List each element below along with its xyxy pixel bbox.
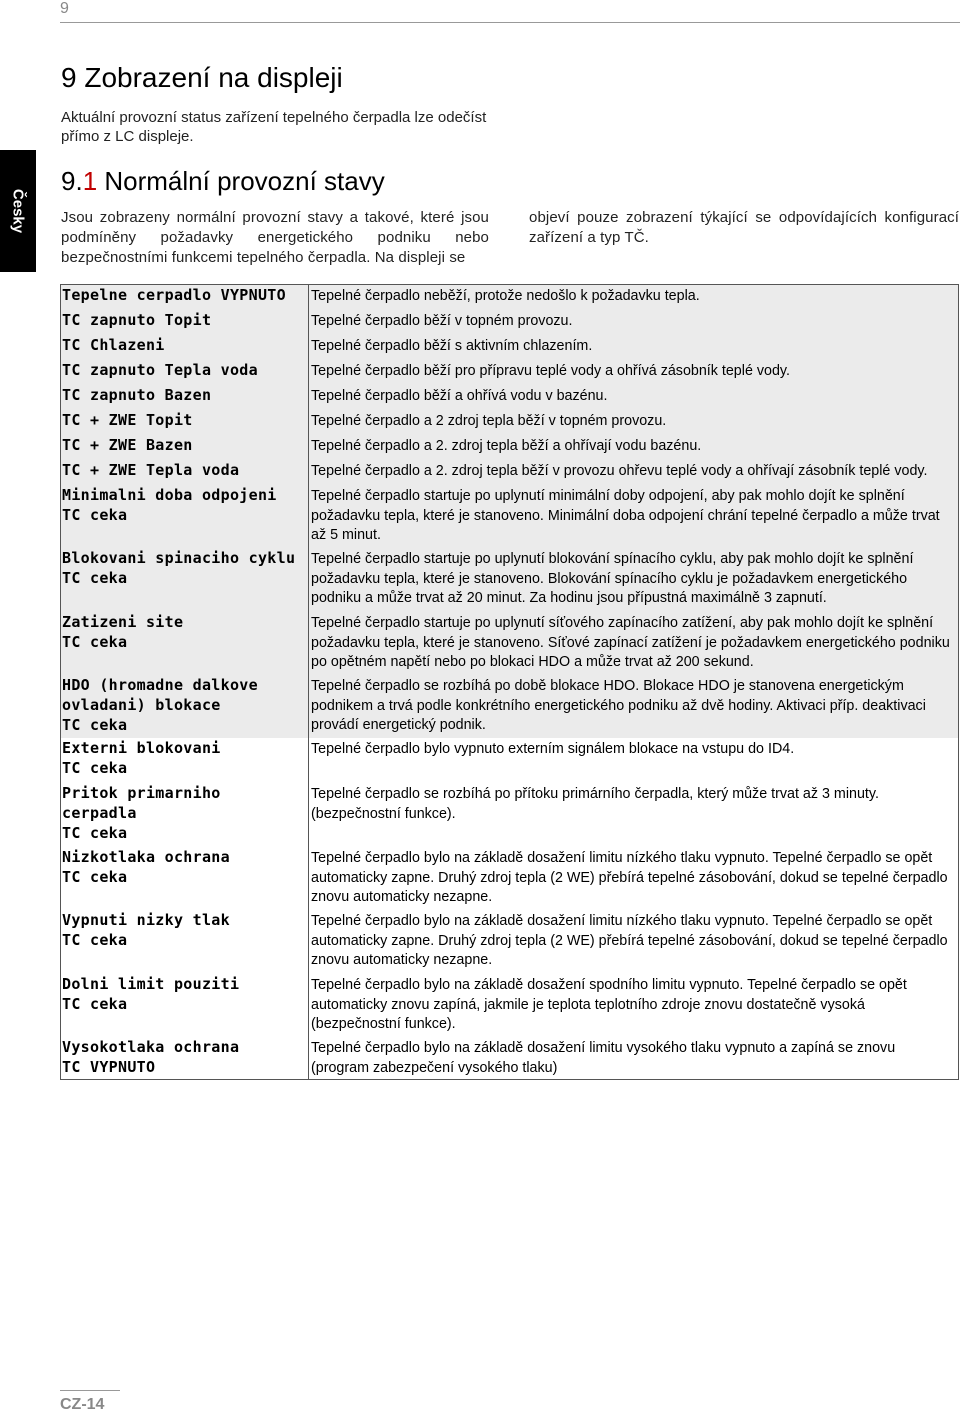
status-description: Tepelné čerpadlo startuje po uplynutí minimální doby odpojení, aby pak mohlo dojít ke splnění požadavku tepla, které je stanoveno. Minimální doba odpojení chrání tepelné čerpadlo a může trvat až 5 minut. xyxy=(311,488,940,544)
status-description: Tepelné čerpadlo bylo vypnuto externím signálem blokace na vstupu do ID4. xyxy=(311,741,795,757)
table-row xyxy=(61,612,958,675)
status-description: Tepelné čerpadlo a 2. zdroj tepla běží v provozu ohřevu teplé vody a ohřívají zásobník teplé vody. xyxy=(311,463,928,479)
table-row xyxy=(61,435,958,460)
table-row xyxy=(61,285,958,310)
table-row xyxy=(61,675,958,738)
display-message: Blokovani spinaciho cyklu TC ceka xyxy=(62,549,296,587)
display-message: Pritok primarniho cerpadla TC ceka xyxy=(62,784,221,842)
status-description: Tepelné čerpadlo bylo na základě dosažení spodního limitu vypnuto. Tepelné čerpadlo se opět automaticky znovu zapíná, jakmile je teplota teplotního zdroje znovu dostatečně vysoká (bezpečnostní funkce). xyxy=(311,977,907,1033)
status-description: Tepelné čerpadlo startuje po uplynutí blokování spínacího cyklu, aby pak mohlo dojít ke splnění požadavku tepla, které je stanoveno. Blokování spínacího cyklu je požadavkem energetického podniku a může trvat až 20 minut. Za hodinu jsou přípustná maximálně 3 zapnutí. xyxy=(311,551,914,607)
section-intro: Aktuální provozní status zařízení tepelného čerpadla lze odečíst přímo z LC displeje. xyxy=(61,109,487,145)
table-row xyxy=(61,847,958,910)
section-title: 9 Zobrazení na displeji xyxy=(61,62,343,93)
display-message: Externi blokovani TC ceka xyxy=(62,739,221,777)
subsection-text-left: Jsou zobrazeny normální provozní stavy a takové, které jsou podmíněny požadavky energetického podniku nebo bezpečnostními funkcemi tepelného čerpadla. Na displeji se xyxy=(61,209,489,266)
language-label: Česky xyxy=(9,188,27,234)
display-message: TC zapnuto Topit xyxy=(62,311,212,329)
table-row xyxy=(61,548,958,612)
display-message: TC + ZWE Tepla voda xyxy=(62,461,240,479)
table-row xyxy=(61,738,958,783)
table-row xyxy=(61,460,958,485)
subsection-number: 9. xyxy=(61,166,83,196)
subsection-number-highlight: 1 xyxy=(82,166,98,196)
status-description: Tepelné čerpadlo běží pro přípravu teplé vody a ohřívá zásobník teplé vody. xyxy=(311,363,790,379)
subsection-title-text: Normální provozní stavy xyxy=(97,166,385,196)
display-message: TC Chlazeni xyxy=(62,336,165,354)
status-description: Tepelné čerpadlo bylo na základě dosažení limitu vysokého tlaku vypnuto a zapíná se znovu (program zabezpečení vysokého tlaku) xyxy=(311,1040,896,1076)
display-message: Tepelne cerpadlo VYPNUTO xyxy=(62,286,286,304)
display-message: Vypnuti nizky tlak TC ceka xyxy=(62,911,230,949)
display-message: TC + ZWE Bazen xyxy=(62,436,193,454)
display-message: TC zapnuto Tepla voda xyxy=(62,361,258,379)
status-description: Tepelné čerpadlo běží a ohřívá vodu v bazénu. xyxy=(311,388,608,404)
display-message: Minimalni doba odpojeni TC ceka xyxy=(62,486,277,524)
status-description: Tepelné čerpadlo bylo na základě dosažení limitu nízkého tlaku vypnuto. Tepelné čerpadlo se opět automaticky zapne. Druhý zdroj tepla (2 WE) přebírá tepelné zásobování, dokud se tepelné čerpadlo znovu automaticky nezapne. xyxy=(311,850,948,906)
table-row xyxy=(61,360,958,385)
table-row xyxy=(61,910,958,974)
status-description: Tepelné čerpadlo běží v topném provozu. xyxy=(311,313,573,329)
status-description: Tepelné čerpadlo startuje po uplynutí síťového zapínacího zatížení, aby pak mohlo dojít ke splnění požadavku tepla, které je stanoveno. Síťové zapínací zatížení je požadavkem energetického podniku po opětném napětí nebo po blokaci HDO a může trvat až 200 sekund. xyxy=(311,615,950,671)
status-description: Tepelné čerpadlo se rozbíhá po přítoku primárního čerpadla, který může trvat až 3 minuty. (bezpečnostní funkce). xyxy=(311,786,879,822)
status-description: Tepelné čerpadlo a 2 zdroj tepla běží v topném provozu. xyxy=(311,413,667,429)
table-row xyxy=(61,1037,958,1081)
footer-rule xyxy=(60,1390,120,1391)
table-row xyxy=(61,385,958,410)
table-row xyxy=(61,783,958,847)
table-row xyxy=(61,310,958,335)
display-message: TC zapnuto Bazen xyxy=(62,386,212,404)
footer-page-label: CZ-14 xyxy=(60,1396,105,1413)
status-description: Tepelné čerpadlo bylo na základě dosažení limitu nízkého tlaku vypnuto. Tepelné čerpadlo se opět automaticky zapne. Druhý zdroj tepla (2 WE) přebírá tepelné zásobování, dokud se tepelné čerpadlo znovu automaticky nezapne. xyxy=(311,913,948,969)
status-description: Tepelné čerpadlo a 2. zdroj tepla běží a ohřívají vodu bazénu. xyxy=(311,438,702,454)
table-row xyxy=(61,410,958,435)
status-description: Tepelné čerpadlo se rozbíhá po době blokace HDO. Blokace HDO je stanovena energetickým podnikem a trvá podle konkrétního energetického podniku až dvě hodiny. Aktivaci příp. deaktivaci provádí energetický podnik. xyxy=(311,678,926,734)
display-message: Vysokotlaka ochrana TC VYPNUTO xyxy=(62,1038,240,1076)
header-rule xyxy=(60,22,960,23)
display-message: Zatizeni site TC ceka xyxy=(62,613,184,651)
subsection-title xyxy=(61,166,385,197)
status-description: Tepelné čerpadlo běží s aktivním chlazením. xyxy=(311,338,593,354)
table-column-divider xyxy=(308,285,309,1079)
language-side-tab xyxy=(0,150,36,272)
status-table xyxy=(60,284,959,1080)
table-row xyxy=(61,974,958,1037)
table-row xyxy=(61,335,958,360)
table-row xyxy=(61,485,958,548)
subsection-text-right: objeví pouze zobrazení týkající se odpovídajících konfigurací zařízení a typ TČ. xyxy=(529,209,959,246)
display-message: HDO (hromadne dalkove ovladani) blokace TC ceka xyxy=(62,676,258,734)
display-message: Nizkotlaka ochrana TC ceka xyxy=(62,848,230,886)
display-message: Dolni limit pouziti TC ceka xyxy=(62,975,240,1013)
status-description: Tepelné čerpadlo neběží, protože nedošlo k požadavku tepla. xyxy=(311,288,700,304)
display-message: TC + ZWE Topit xyxy=(62,411,193,429)
page-number: 9 xyxy=(60,0,69,17)
